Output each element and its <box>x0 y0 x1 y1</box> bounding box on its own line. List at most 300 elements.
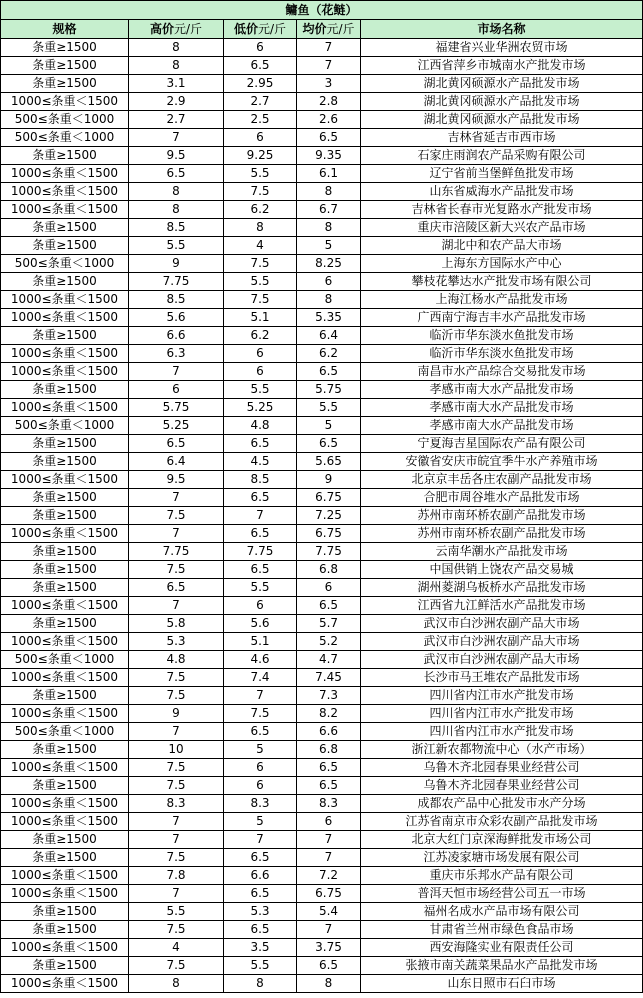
spec-cell: 1000≤条重＜1500 <box>1 309 129 327</box>
header-unit: 元/斤 <box>326 22 355 36</box>
high-price-cell: 7 <box>129 831 224 849</box>
spec-cell: 条重≥1500 <box>1 903 129 921</box>
low-price-cell: 6 <box>224 759 297 777</box>
avg-price-cell: 5 <box>297 237 361 255</box>
market-cell: 上海江杨水产品批发市场 <box>361 291 643 309</box>
high-price-cell: 3.1 <box>129 75 224 93</box>
market-cell: 苏州市南环桥农副产品批发市场 <box>361 525 643 543</box>
market-cell: 北京大红门京深海鲜批发市场公司 <box>361 831 643 849</box>
avg-price-cell: 6.7 <box>297 201 361 219</box>
high-price-cell: 7.75 <box>129 273 224 291</box>
market-cell: 武汉市白沙洲农副产品大市场 <box>361 633 643 651</box>
avg-price-cell: 5 <box>297 417 361 435</box>
spec-cell: 500≤条重＜1000 <box>1 417 129 435</box>
market-cell: 临沂市华东淡水鱼批发市场 <box>361 345 643 363</box>
market-cell: 湖北中和农产品大市场 <box>361 237 643 255</box>
table-row <box>1 597 643 615</box>
market-cell: 江西省九江鲜活水产品批发市场 <box>361 597 643 615</box>
spec-cell: 1000≤条重＜1500 <box>1 597 129 615</box>
spec-cell: 条重≥1500 <box>1 273 129 291</box>
market-cell: 乌鲁木齐北园春果业经营公司 <box>361 759 643 777</box>
market-cell: 云南华潮水产品批发市场 <box>361 543 643 561</box>
spec-cell: 条重≥1500 <box>1 561 129 579</box>
high-price-cell: 6.5 <box>129 579 224 597</box>
market-cell: 武汉市白沙洲农副产品大市场 <box>361 615 643 633</box>
table-row <box>1 165 643 183</box>
table-row <box>1 507 643 525</box>
spec-cell: 1000≤条重＜1500 <box>1 885 129 903</box>
low-price-cell: 6 <box>224 363 297 381</box>
spec-cell: 1000≤条重＜1500 <box>1 471 129 489</box>
avg-price-cell: 6.5 <box>297 777 361 795</box>
table-row <box>1 579 643 597</box>
low-price-cell: 6.6 <box>224 867 297 885</box>
high-price-cell: 8.5 <box>129 219 224 237</box>
spec-cell: 1000≤条重＜1500 <box>1 795 129 813</box>
table-row <box>1 759 643 777</box>
low-price-cell: 6 <box>224 597 297 615</box>
market-cell: 西安海隆实业有限责任公司 <box>361 939 643 957</box>
avg-price-cell: 6.75 <box>297 885 361 903</box>
high-price-cell: 7.5 <box>129 561 224 579</box>
spec-cell: 1000≤条重＜1500 <box>1 183 129 201</box>
high-price-cell: 5.6 <box>129 309 224 327</box>
high-price-cell: 5.5 <box>129 237 224 255</box>
high-price-cell: 7 <box>129 525 224 543</box>
table-row <box>1 525 643 543</box>
spec-cell: 条重≥1500 <box>1 237 129 255</box>
market-cell: 甘肃省兰州市绿色食品市场 <box>361 921 643 939</box>
spec-cell: 1000≤条重＜1500 <box>1 813 129 831</box>
high-price-cell: 5.25 <box>129 417 224 435</box>
market-cell: 临沂市华东淡水鱼批发市场 <box>361 327 643 345</box>
table-row <box>1 327 643 345</box>
table-row <box>1 57 643 75</box>
high-price-cell: 7.5 <box>129 687 224 705</box>
high-price-cell: 7.5 <box>129 849 224 867</box>
spec-cell: 1000≤条重＜1500 <box>1 867 129 885</box>
low-price-cell: 6 <box>224 129 297 147</box>
spec-cell: 条重≥1500 <box>1 957 129 975</box>
avg-price-cell: 6.75 <box>297 489 361 507</box>
low-price-cell: 7 <box>224 507 297 525</box>
table-row <box>1 867 643 885</box>
table-row <box>1 615 643 633</box>
high-price-cell: 2.7 <box>129 111 224 129</box>
high-price-cell: 9.5 <box>129 147 224 165</box>
high-price-cell: 10 <box>129 741 224 759</box>
avg-price-cell: 7.75 <box>297 543 361 561</box>
table-row <box>1 795 643 813</box>
low-price-cell: 7.5 <box>224 255 297 273</box>
high-price-cell: 5.3 <box>129 633 224 651</box>
table-row <box>1 831 643 849</box>
low-price-cell: 4 <box>224 237 297 255</box>
table-row <box>1 777 643 795</box>
table-row <box>1 219 643 237</box>
spec-cell: 条重≥1500 <box>1 219 129 237</box>
header-unit: 元/斤 <box>173 22 203 36</box>
table-row <box>1 363 643 381</box>
avg-price-cell: 7.25 <box>297 507 361 525</box>
table-row <box>1 111 643 129</box>
spec-cell: 1000≤条重＜1500 <box>1 345 129 363</box>
avg-price-cell: 6.5 <box>297 957 361 975</box>
market-cell: 长沙市马王堆农产品批发市场 <box>361 669 643 687</box>
low-price-cell: 7 <box>224 687 297 705</box>
spec-cell: 条重≥1500 <box>1 57 129 75</box>
market-cell: 孝感市南大水产品批发市场 <box>361 381 643 399</box>
avg-price-cell: 7.3 <box>297 687 361 705</box>
market-cell: 张掖市南关蔬菜果品水产品批发市场 <box>361 957 643 975</box>
table-row <box>1 903 643 921</box>
table-row <box>1 921 643 939</box>
spec-cell: 1000≤条重＜1500 <box>1 525 129 543</box>
spec-cell: 条重≥1500 <box>1 777 129 795</box>
market-cell: 湖北黄冈硕源水产品批发市场 <box>361 111 643 129</box>
spec-cell: 条重≥1500 <box>1 579 129 597</box>
table-row <box>1 399 643 417</box>
spec-cell: 1000≤条重＜1500 <box>1 759 129 777</box>
table-row <box>1 345 643 363</box>
market-cell: 普洱天恒市场经营公司五一市场 <box>361 885 643 903</box>
table-row <box>1 129 643 147</box>
market-cell: 福州名成水产品市场有限公司 <box>361 903 643 921</box>
table-row <box>1 75 643 93</box>
low-price-cell: 4.6 <box>224 651 297 669</box>
low-price-cell: 6.5 <box>224 921 297 939</box>
low-price-cell: 7 <box>224 831 297 849</box>
avg-price-cell: 6.5 <box>297 597 361 615</box>
avg-price-cell: 6.5 <box>297 363 361 381</box>
market-cell: 上海东方国际水产中心 <box>361 255 643 273</box>
spec-cell: 条重≥1500 <box>1 453 129 471</box>
market-cell: 成都农产品中心批发市水产分场 <box>361 795 643 813</box>
avg-price-cell: 7 <box>297 57 361 75</box>
table-row <box>1 651 643 669</box>
spec-cell: 条重≥1500 <box>1 75 129 93</box>
table-row <box>1 435 643 453</box>
high-price-cell: 7 <box>129 489 224 507</box>
market-cell: 江苏省南京市众彩农副产品批发市场 <box>361 813 643 831</box>
high-price-cell: 7 <box>129 363 224 381</box>
avg-price-cell: 6.75 <box>297 525 361 543</box>
spec-cell: 1000≤条重＜1500 <box>1 93 129 111</box>
avg-price-cell: 6.5 <box>297 759 361 777</box>
low-price-cell: 3.5 <box>224 939 297 957</box>
table-row <box>1 255 643 273</box>
table-row <box>1 93 643 111</box>
low-price-cell: 6.5 <box>224 849 297 867</box>
high-price-cell: 7.8 <box>129 867 224 885</box>
spec-cell: 500≤条重＜1000 <box>1 651 129 669</box>
low-price-cell: 5.1 <box>224 633 297 651</box>
avg-price-cell: 2.6 <box>297 111 361 129</box>
low-price-cell: 6.5 <box>224 723 297 741</box>
low-price-cell: 6 <box>224 39 297 57</box>
header-spec: 规格 <box>1 20 129 39</box>
title-row <box>1 1 643 20</box>
spec-cell: 1000≤条重＜1500 <box>1 363 129 381</box>
table-row <box>1 183 643 201</box>
table-row <box>1 957 643 975</box>
avg-price-cell: 7.2 <box>297 867 361 885</box>
spec-cell: 条重≥1500 <box>1 327 129 345</box>
market-cell: 乌鲁木齐北园春果业经营公司 <box>361 777 643 795</box>
spec-cell: 1000≤条重＜1500 <box>1 669 129 687</box>
high-price-cell: 7 <box>129 129 224 147</box>
header-market: 市场名称 <box>361 20 643 39</box>
market-cell: 北京京丰岳各庄农副产品批发市场 <box>361 471 643 489</box>
low-price-cell: 4.8 <box>224 417 297 435</box>
table-row <box>1 849 643 867</box>
avg-price-cell: 6 <box>297 579 361 597</box>
low-price-cell: 6.5 <box>224 435 297 453</box>
market-cell: 江苏凌家塘市场发展有限公司 <box>361 849 643 867</box>
high-price-cell: 7.5 <box>129 957 224 975</box>
header-high-price-label: 高价 <box>149 22 174 36</box>
high-price-cell: 6.3 <box>129 345 224 363</box>
table-row <box>1 453 643 471</box>
table-row <box>1 147 643 165</box>
low-price-cell: 9.25 <box>224 147 297 165</box>
high-price-cell: 6.6 <box>129 327 224 345</box>
table-row <box>1 291 643 309</box>
low-price-cell: 6.5 <box>224 489 297 507</box>
low-price-cell: 7.4 <box>224 669 297 687</box>
spec-cell: 条重≥1500 <box>1 507 129 525</box>
high-price-cell: 9.5 <box>129 471 224 489</box>
market-cell: 武汉市白沙洲农副产品大市场 <box>361 651 643 669</box>
low-price-cell: 7.5 <box>224 183 297 201</box>
spec-cell: 条重≥1500 <box>1 921 129 939</box>
market-cell: 苏州市南环桥农副产品批发市场 <box>361 507 643 525</box>
avg-price-cell: 6.4 <box>297 327 361 345</box>
high-price-cell: 8 <box>129 39 224 57</box>
high-price-cell: 7.5 <box>129 921 224 939</box>
table-row <box>1 273 643 291</box>
market-cell: 四川省内江市水产批发市场 <box>361 687 643 705</box>
high-price-cell: 8 <box>129 975 224 993</box>
avg-price-cell: 6 <box>297 813 361 831</box>
spec-cell: 1000≤条重＜1500 <box>1 399 129 417</box>
market-cell: 江西省萍乡市城南水产批发市场 <box>361 57 643 75</box>
table-row <box>1 939 643 957</box>
high-price-cell: 6.5 <box>129 165 224 183</box>
spec-cell: 1000≤条重＜1500 <box>1 705 129 723</box>
table-row <box>1 669 643 687</box>
low-price-cell: 2.5 <box>224 111 297 129</box>
avg-price-cell: 6.5 <box>297 435 361 453</box>
high-price-cell: 4.8 <box>129 651 224 669</box>
market-cell: 浙江新农都物流中心（水产市场） <box>361 741 643 759</box>
high-price-cell: 6 <box>129 381 224 399</box>
avg-price-cell: 5.7 <box>297 615 361 633</box>
avg-price-cell: 9 <box>297 471 361 489</box>
low-price-cell: 5.5 <box>224 579 297 597</box>
high-price-cell: 7 <box>129 723 224 741</box>
low-price-cell: 7.75 <box>224 543 297 561</box>
header-row <box>1 20 643 39</box>
avg-price-cell: 4.7 <box>297 651 361 669</box>
high-price-cell: 2.9 <box>129 93 224 111</box>
spec-cell: 条重≥1500 <box>1 849 129 867</box>
high-price-cell: 7.5 <box>129 759 224 777</box>
table-row <box>1 381 643 399</box>
avg-price-cell: 3.75 <box>297 939 361 957</box>
avg-price-cell: 6.6 <box>297 723 361 741</box>
high-price-cell: 8 <box>129 183 224 201</box>
market-cell: 广西南宁海吉丰水产品批发市场 <box>361 309 643 327</box>
avg-price-cell: 8.2 <box>297 705 361 723</box>
low-price-cell: 2.95 <box>224 75 297 93</box>
high-price-cell: 7.5 <box>129 507 224 525</box>
spec-cell: 1000≤条重＜1500 <box>1 975 129 993</box>
avg-price-cell: 6 <box>297 273 361 291</box>
spec-cell: 条重≥1500 <box>1 381 129 399</box>
table-row <box>1 39 643 57</box>
spec-cell: 1000≤条重＜1500 <box>1 291 129 309</box>
market-cell: 孝感市南大水产品批发市场 <box>361 399 643 417</box>
avg-price-cell: 8 <box>297 183 361 201</box>
low-price-cell: 5.3 <box>224 903 297 921</box>
spec-cell: 条重≥1500 <box>1 147 129 165</box>
high-price-cell: 7 <box>129 813 224 831</box>
low-price-cell: 4.5 <box>224 453 297 471</box>
high-price-cell: 7.5 <box>129 669 224 687</box>
market-cell: 攀枝花攀达水产批发市场有限公司 <box>361 273 643 291</box>
high-price-cell: 8 <box>129 57 224 75</box>
high-price-cell: 7 <box>129 885 224 903</box>
low-price-cell: 5.1 <box>224 309 297 327</box>
table-row <box>1 633 643 651</box>
avg-price-cell: 6.1 <box>297 165 361 183</box>
table-row <box>1 885 643 903</box>
spec-cell: 500≤条重＜1000 <box>1 723 129 741</box>
low-price-cell: 6.5 <box>224 525 297 543</box>
high-price-cell: 6.5 <box>129 435 224 453</box>
table-row <box>1 687 643 705</box>
table-row <box>1 471 643 489</box>
low-price-cell: 5 <box>224 813 297 831</box>
table-row <box>1 813 643 831</box>
spec-cell: 条重≥1500 <box>1 39 129 57</box>
spec-cell: 条重≥1500 <box>1 687 129 705</box>
avg-price-cell: 2.8 <box>297 93 361 111</box>
table-row <box>1 975 643 993</box>
low-price-cell: 6.2 <box>224 201 297 219</box>
high-price-cell: 6.4 <box>129 453 224 471</box>
header-unit: 元/斤 <box>257 22 287 36</box>
avg-price-cell: 8 <box>297 219 361 237</box>
market-cell: 中国供销上饶农产品交易城 <box>361 561 643 579</box>
market-cell: 孝感市南大水产品批发市场 <box>361 417 643 435</box>
market-cell: 宁夏海吉星国际农产品有限公司 <box>361 435 643 453</box>
avg-price-cell: 8.3 <box>297 795 361 813</box>
spec-cell: 1000≤条重＜1500 <box>1 633 129 651</box>
low-price-cell: 7.5 <box>224 705 297 723</box>
low-price-cell: 8.3 <box>224 795 297 813</box>
avg-price-cell: 6.8 <box>297 561 361 579</box>
header-avg-price <box>297 20 361 39</box>
high-price-cell: 9 <box>129 255 224 273</box>
low-price-cell: 8 <box>224 975 297 993</box>
low-price-cell: 5.25 <box>224 399 297 417</box>
table-row <box>1 489 643 507</box>
header-low-price <box>224 20 297 39</box>
low-price-cell: 8.5 <box>224 471 297 489</box>
avg-price-cell: 6.5 <box>297 129 361 147</box>
high-price-cell: 5.75 <box>129 399 224 417</box>
low-price-cell: 5 <box>224 741 297 759</box>
high-price-cell: 8.3 <box>129 795 224 813</box>
avg-price-cell: 6.2 <box>297 345 361 363</box>
low-price-cell: 8 <box>224 219 297 237</box>
avg-price-cell: 5.75 <box>297 381 361 399</box>
header-high-price <box>129 20 224 39</box>
market-cell: 山东日照市石臼市场 <box>361 975 643 993</box>
low-price-cell: 5.6 <box>224 615 297 633</box>
market-cell: 辽宁省前当堡鲜鱼批发市场 <box>361 165 643 183</box>
high-price-cell: 8 <box>129 201 224 219</box>
high-price-cell: 7.5 <box>129 777 224 795</box>
table-body <box>1 39 643 993</box>
spec-cell: 条重≥1500 <box>1 489 129 507</box>
high-price-cell: 9 <box>129 705 224 723</box>
avg-price-cell: 7.45 <box>297 669 361 687</box>
low-price-cell: 5.5 <box>224 957 297 975</box>
avg-price-cell: 8 <box>297 975 361 993</box>
table-title: 鳙鱼（花鲢） <box>1 1 643 20</box>
table-row <box>1 561 643 579</box>
market-cell: 重庆市涪陵区新大兴农产品市场 <box>361 219 643 237</box>
low-price-cell: 6.5 <box>224 885 297 903</box>
market-cell: 安徽省安庆市皖宜季牛水产养殖市场 <box>361 453 643 471</box>
table-row <box>1 741 643 759</box>
spec-cell: 500≤条重＜1000 <box>1 111 129 129</box>
spec-cell: 条重≥1500 <box>1 831 129 849</box>
market-cell: 南昌市水产品综合交易批发市场 <box>361 363 643 381</box>
high-price-cell: 8.5 <box>129 291 224 309</box>
header-avg-price-label: 均价 <box>302 22 327 36</box>
market-cell: 湖北黄冈硕源水产品批发市场 <box>361 75 643 93</box>
low-price-cell: 6.5 <box>224 561 297 579</box>
spec-cell: 1000≤条重＜1500 <box>1 165 129 183</box>
low-price-cell: 5.5 <box>224 165 297 183</box>
spec-cell: 条重≥1500 <box>1 543 129 561</box>
avg-price-cell: 6.8 <box>297 741 361 759</box>
spec-cell: 条重≥1500 <box>1 741 129 759</box>
avg-price-cell: 8 <box>297 291 361 309</box>
market-cell: 四川省内江市水产批发市场 <box>361 723 643 741</box>
high-price-cell: 5.5 <box>129 903 224 921</box>
market-cell: 石家庄雨润农产品采购有限公司 <box>361 147 643 165</box>
market-cell: 湖北黄冈硕源水产品批发市场 <box>361 93 643 111</box>
high-price-cell: 7 <box>129 597 224 615</box>
market-cell: 重庆市乐邦水产品有限公司 <box>361 867 643 885</box>
high-price-cell: 7.75 <box>129 543 224 561</box>
spec-cell: 1000≤条重＜1500 <box>1 939 129 957</box>
low-price-cell: 2.7 <box>224 93 297 111</box>
avg-price-cell: 5.35 <box>297 309 361 327</box>
avg-price-cell: 5.65 <box>297 453 361 471</box>
avg-price-cell: 7 <box>297 39 361 57</box>
spec-cell: 条重≥1500 <box>1 435 129 453</box>
avg-price-cell: 8.25 <box>297 255 361 273</box>
low-price-cell: 6.5 <box>224 57 297 75</box>
header-low-price-label: 低价 <box>233 22 258 36</box>
high-price-cell: 5.8 <box>129 615 224 633</box>
